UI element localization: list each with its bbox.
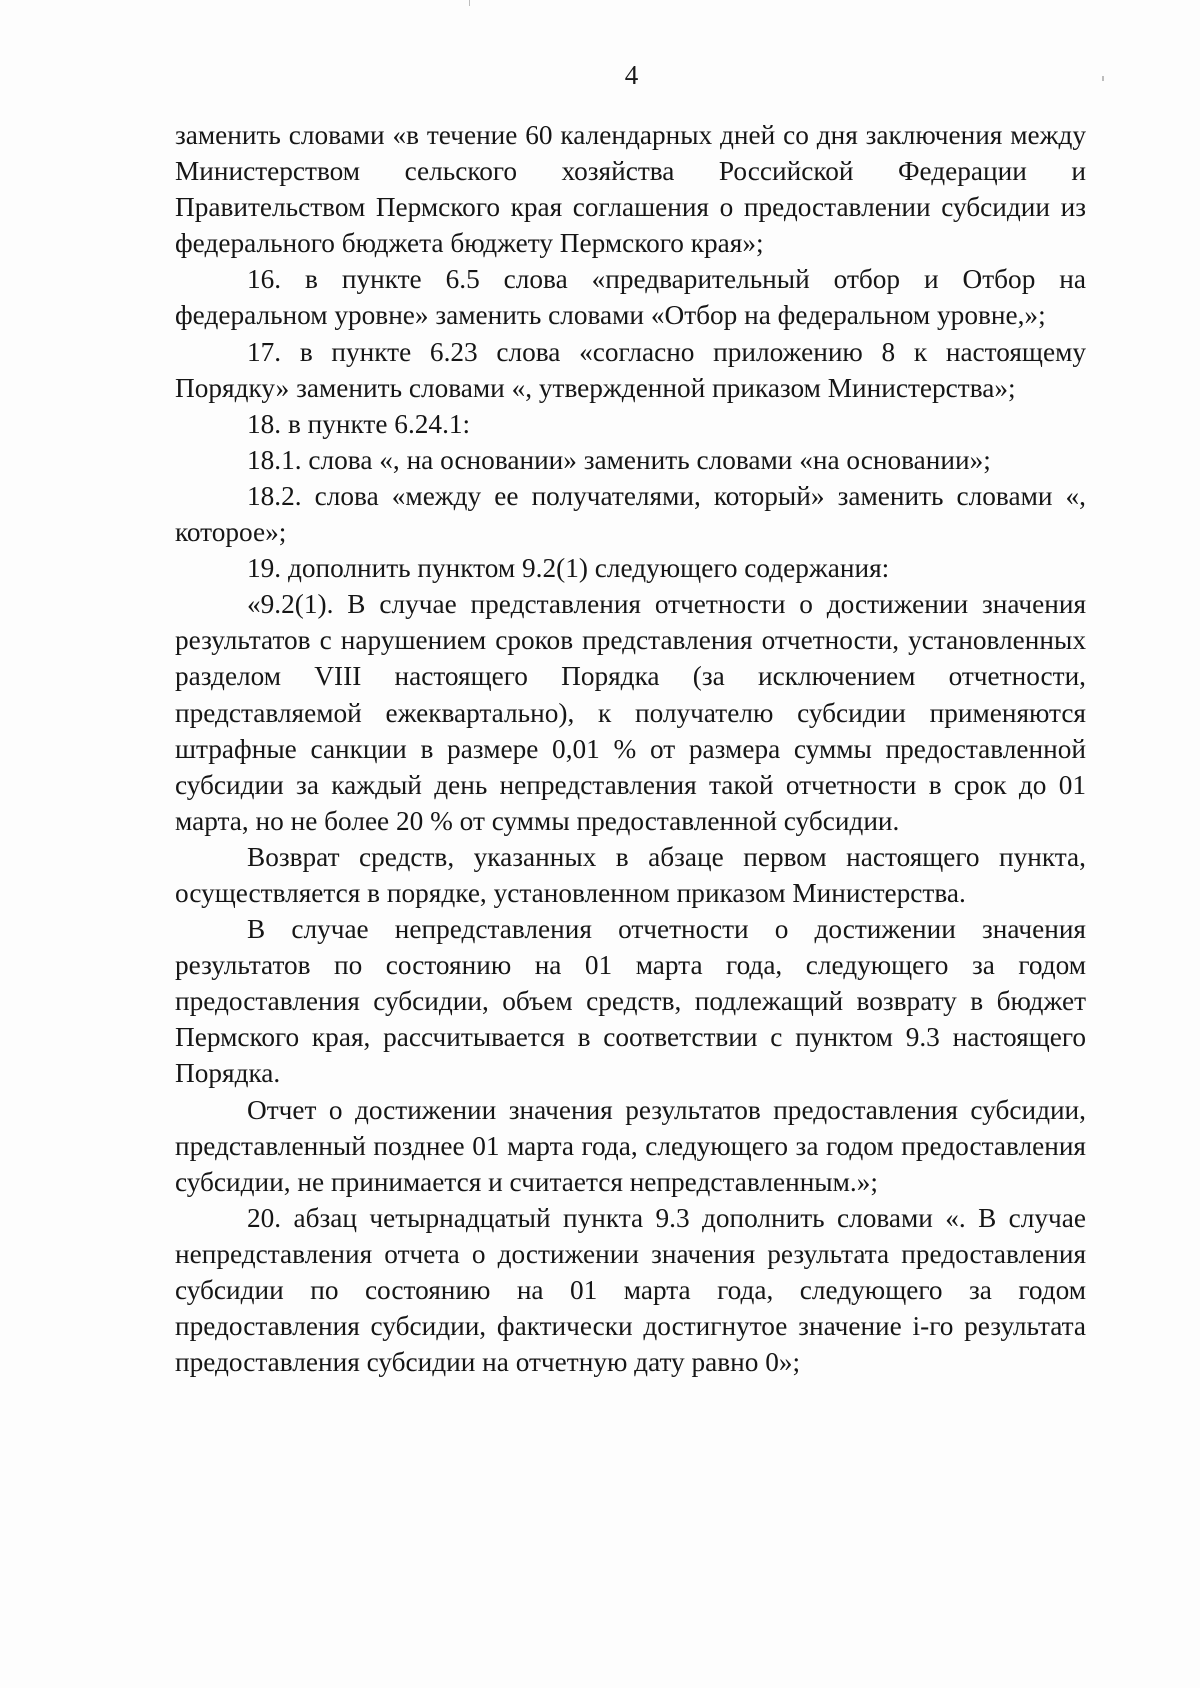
paragraph-item-16: 16. в пункте 6.5 слова «предварительный отбор и Отбор на федеральном уровне» заменить словами «Отбор на федеральном уровне,»; [175, 264, 1086, 331]
paragraph-continuation: заменить словами «в течение 60 календарных дней со дня заключения между Министерством сельского хозяйства Российской Федерации и Правительством Пермского края соглашения о предоставлении субсидии из федерального бюджета бюджету Пермского края»; [175, 120, 1086, 259]
paragraph-item-19: 19. дополнить пунктом 9.2(1) следующего содержания: [247, 553, 890, 584]
paragraph-item-20: 20. абзац четырнадцатый пункта 9.3 дополнить словами «. В случае непредставления отчета о достижении значения результата предоставления субсидии по состоянию на 01 марта года, следующего за годом предоставления субсидии, фактически достигнутое значение i-го результата предоставления субсидии на отчетную дату равно 0»; [175, 1202, 1086, 1378]
paragraph-clause-9-2-1: «9.2(1). В случае представления отчетности о достижении значения результатов с нарушением сроков представления отчетности, установленных разделом VIII настоящего Порядка (за исключением отчетности, представляемой ежеквартально), к получателю субсидии применяются штрафные санкции в размере 0,01 % от размера суммы предоставленной субсидии за каждый день непредставления такой отчетности в срок до 01 марта, но не более 20 % от суммы предоставленной субсидии. [175, 589, 1086, 836]
scan-artifact [469, 0, 470, 6]
page-number: 4 [624, 60, 639, 90]
paragraph-item-18-1: 18.1. слова «, на основании» заменить словами «на основании»; [247, 444, 991, 475]
document-body [175, 117, 1086, 1380]
paragraph-item-18-2: 18.2. слова «между ее получателями, который» заменить словами «, которое»; [175, 480, 1086, 548]
paragraph-non-submission: В случае непредставления отчетности о достижении значения результатов по состоянию на 01 марта года, следующего за годом предоставления субсидии, объем средств, подлежащий возврату в бюджет Пермского края, рассчитывается в соответствии с пунктом 9.3 настоящего Порядка. [175, 914, 1086, 1089]
paragraph-refund: Возврат средств, указанных в абзаце первом настоящего пункта, осуществляется в порядке, установленном приказом Министерства. [175, 841, 1086, 908]
paragraph-item-18: 18. в пункте 6.24.1: [247, 408, 471, 439]
paragraph-item-17: 17. в пункте 6.23 слова «согласно приложению 8 к настоящему Порядку» заменить словами «, утвержденной приказом Министерства»; [175, 336, 1086, 403]
paragraph-late-report: Отчет о достижении значения результатов предоставления субсидии, представленный позднее 01 марта года, следующего за годом предоставления субсидии, не принимается и считается непредставленным.»; [175, 1094, 1086, 1197]
